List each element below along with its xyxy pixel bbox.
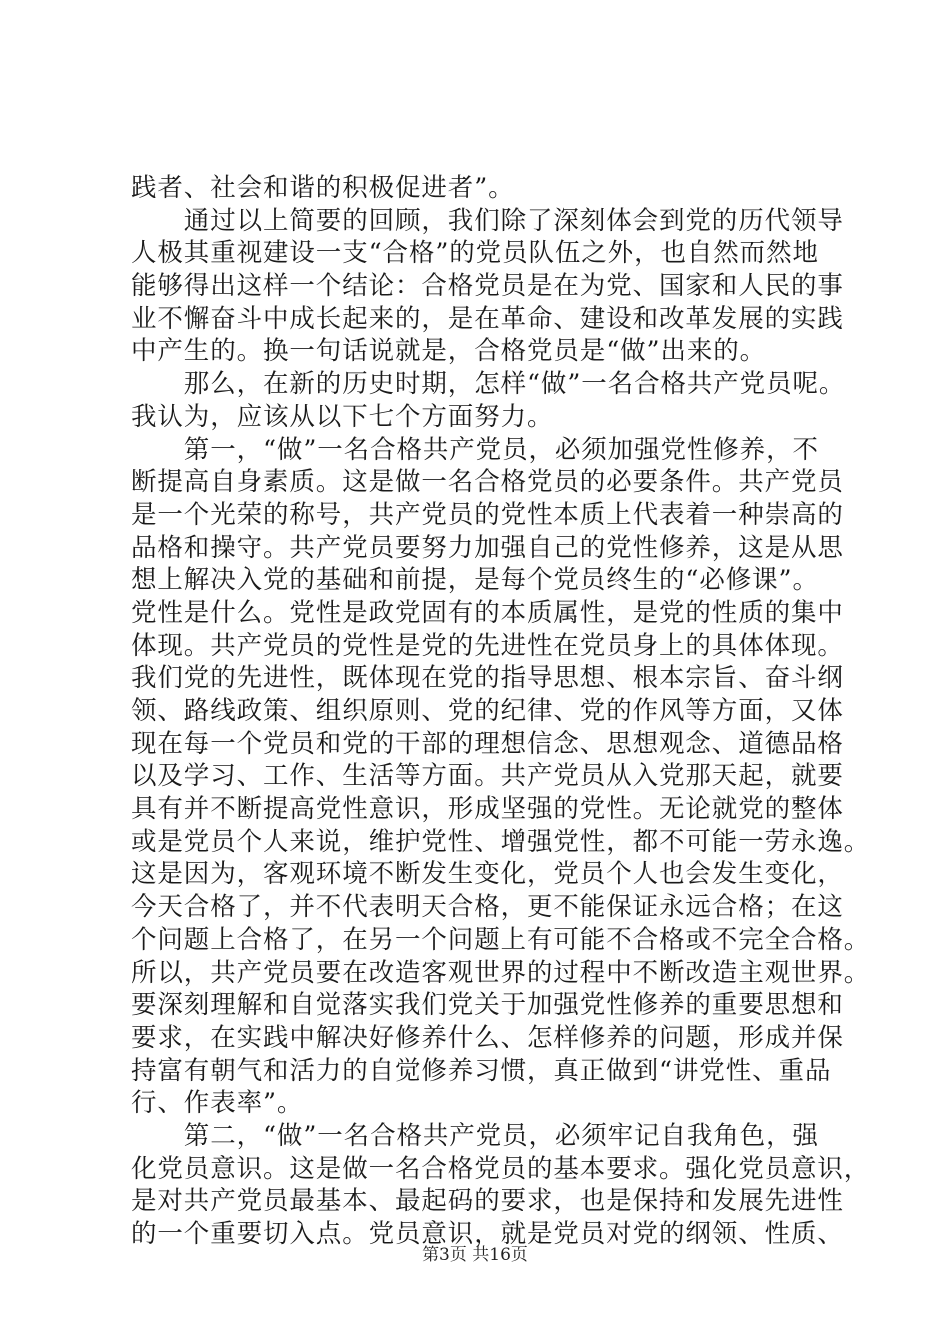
text-line: 第二，“做”一名合格共产党员，必须牢记自我角色，强: [131, 1120, 819, 1151]
text-line: 行、作表率”。: [131, 1088, 304, 1119]
document-body: [131, 172, 871, 1251]
text-line: 践者、社会和谐的积极促进者”。: [131, 173, 515, 203]
text-line: 中产生的。换一句话说就是，合格党员是“做”出来的。: [131, 336, 767, 367]
text-line: 现在每一个党员和党的干部的理想信念、思想观念、道德品格: [131, 728, 844, 759]
text-line: 具有并不断提高党性意识，形成坚强的党性。无论就党的整体: [131, 794, 844, 825]
text-line: 个问题上合格了，在另一个问题上有可能不合格或不完全合格。: [131, 924, 871, 955]
text-line: 持富有朝气和活力的自觉修养习惯，真正做到“讲党性、重品: [131, 1055, 832, 1086]
text-line: 业不懈奋斗中成长起来的，是在革命、建设和改革发展的实践: [131, 303, 844, 334]
text-line: 党性是什么。党性是政党固有的本质属性，是党的性质的集中: [131, 597, 844, 628]
text-line: 那么，在新的历史时期，怎样“做”一名合格共产党员呢。: [131, 369, 846, 400]
text-line: 能够得出这样一个结论：合格党员是在为党、国家和人民的事: [131, 271, 844, 302]
text-line: 以及学习、工作、生活等方面。共产党员从入党那天起，就要: [131, 761, 844, 792]
text-line: 我们党的先进性，既体现在党的指导思想、根本宗旨、奋斗纲: [131, 663, 844, 694]
text-line: 第一，“做”一名合格共产党员，必须加强党性修养，不: [131, 434, 819, 465]
text-line: 化党员意识。这是做一名合格党员的基本要求。强化党员意识，: [131, 1153, 871, 1184]
text-line: 体现。共产党员的党性是党的先进性在党员身上的具体体现。: [131, 630, 844, 661]
text-line: 要求，在实践中解决好修养什么、怎样修养的问题，形成并保: [131, 1022, 844, 1053]
text-line: 通过以上简要的回顾，我们除了深刻体会到党的历代领导: [131, 205, 844, 236]
text-line: 要深刻理解和自觉落实我们党关于加强党性修养的重要思想和: [131, 990, 844, 1021]
text-line: 人极其重视建设一支“合格”的党员队伍之外，也自然而然地: [131, 238, 819, 269]
text-line: 是对共产党员最基本、最起码的要求，也是保持和发展先进性: [131, 1186, 844, 1217]
text-line: 的一个重要切入点。党员意识，就是党员对党的纲领、性质、: [131, 1219, 844, 1249]
text-line: 想上解决入党的基础和前提，是每个党员终生的“必修课”。: [131, 565, 819, 596]
text-line: 品格和操守。共产党员要努力加强自己的党性修养，这是从思: [131, 532, 844, 563]
text-line: 今天合格了，并不代表明天合格，更不能保证永远合格；在这: [131, 892, 844, 923]
page-footer: 第3页 共16页: [422, 1245, 528, 1265]
text-line: 或是党员个人来说，维护党性、增强党性，都不可能一劳永逸。: [131, 826, 871, 857]
text-line: 这是因为，客观环境不断发生变化，党员个人也会发生变化，: [131, 859, 844, 890]
text-line: 所以，共产党员要在改造客观世界的过程中不断改造主观世界。: [131, 957, 871, 988]
text-line: 领、路线政策、组织原则、党的纪律、党的作风等方面，又体: [131, 696, 844, 726]
text-line: 断提高自身素质。这是做一名合格党员的必要条件。共产党员: [131, 467, 844, 498]
text-line: 我认为，应该从以下七个方面努力。: [131, 401, 554, 432]
text-line: 是一个光荣的称号，共产党员的党性本质上代表着一种崇高的: [131, 499, 844, 530]
